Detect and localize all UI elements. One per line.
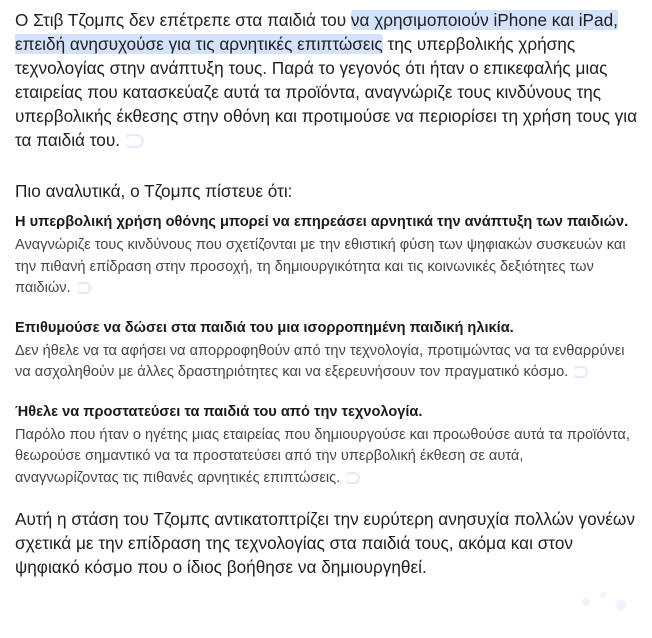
intro-text-end: της υπερβολικής χρήσης τεχνολογίας στην ανάπτυξη τους. Παρά το γεγονός ότι ήταν ο επικεφαλής μιας εταιρείας που κατασκεύαζε αυτά τα προϊόντα, αναγνώριζε τους κινδύνους της υπερβολικής έκθεσης στην οθόνη και προτιμούσε να περιορίσει τη χρήση τους για τα παιδιά του.: [15, 34, 638, 150]
intro-paragraph: [15, 8, 645, 152]
point-title: Η υπερβολική χρήση οθόνης μπορεί να επηρεάσει αρνητικά την ανάπτυξη των παιδιών.: [15, 214, 629, 230]
point-body: [15, 341, 630, 384]
loading-sparkle-icon: [616, 600, 626, 610]
point-title: Ήθελε να προστατεύσει τα παιδιά του από την τεχνολογία.: [15, 403, 423, 420]
point-item: [15, 401, 645, 490]
point-body: [15, 425, 630, 490]
intro-text-start: Ο Στιβ Τζομπς δεν επέτρεπε στα παιδιά του: [15, 10, 351, 30]
point-body-text: Δεν ήθελε να τα αφήσει να απορροφηθούν από την τεχνολογία, προτιμώντας να τα ενθαρρύνει να ασχοληθούν με άλλες δραστηριότητες και να εξερευνήσουν τον πραγματικό κόσμο.: [15, 342, 625, 380]
source-chip-icon[interactable]: [75, 282, 91, 294]
lead-sentence: Πιο αναλυτικά, ο Τζομπς πίστευε ότι:: [15, 181, 293, 201]
outro-text: Αυτή η στάση του Τζομπς αντικατοπτρίζει την ευρύτερη ανησυχία πολλών γονέων σχετικά με την επίδραση της τεχνολογίας στα παιδιά τους, ακόμα και στον ψηφιακό κόσμο που ο ίδιος βοήθησε να δημιουργηθεί.: [15, 509, 635, 577]
source-chip-icon[interactable]: [572, 366, 588, 378]
loading-sparkle-icon: [600, 592, 606, 598]
point-body-text: Αναγνώριζε τους κινδύνους που σχετίζονται με την εθιστική φύση των ψηφιακών συσκευών και την πιθανή επίδραση στην προσοχή, τη δημιουργικότητα και τις κοινωνικές δεξιότητες των παιδιών.: [15, 237, 626, 296]
point-item: [15, 211, 645, 300]
loading-sparkle-icon: [582, 598, 590, 606]
point-title: Επιθυμούσε να δώσει στα παιδιά του μια ισορροπημένη παιδική ηλικία.: [15, 319, 514, 336]
point-body-text: Παρόλο που ήταν ο ηγέτης μιας εταιρείας που δημιουργούσε και προωθούσε αυτά τα προϊόντα, θεωρούσε σημαντικό να τα προστατεύσει από την υπερβολική έκθεση σε αυτά, αναγνωρίζοντας τις πιθανές αρνητικές επιπτώσεις.: [15, 426, 630, 486]
source-chip-icon[interactable]: [124, 134, 144, 148]
highlighted-text[interactable]: να χρησιμοποιούν iPhone και iPad, επειδή ανησυχούσε για τις αρνητικές επιπτώσεις: [15, 10, 618, 54]
response-body: [15, 8, 645, 579]
outro-paragraph: [15, 507, 635, 579]
point-item: [15, 317, 645, 384]
source-chip-icon[interactable]: [344, 472, 360, 484]
point-body: [15, 235, 630, 300]
streaming-fade-overlay: [492, 578, 652, 638]
